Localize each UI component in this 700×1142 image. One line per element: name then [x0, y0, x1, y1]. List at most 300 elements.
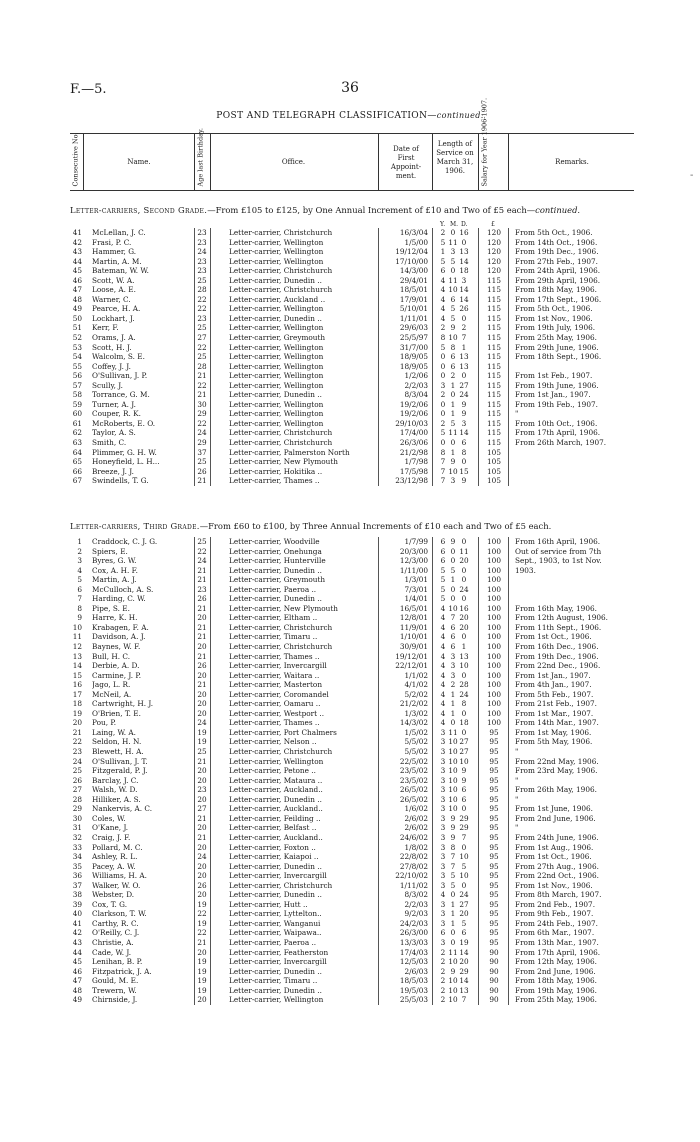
cell-service-days: 27	[459, 747, 469, 757]
cell-age: 23	[197, 237, 207, 247]
cell-salary: 115	[487, 333, 501, 343]
cell-service-years: 2	[440, 966, 446, 976]
cell-service-days: 0	[461, 537, 467, 546]
cell-office: Letter-carrier, Wellington	[229, 256, 324, 266]
column-rule	[378, 537, 379, 1005]
cell-name: Pou, P.	[92, 718, 117, 728]
cell-service-days: 7	[461, 333, 467, 343]
cell-age: 23	[197, 785, 207, 795]
table-row	[70, 804, 634, 814]
cell-remarks: From 19th Dec., 1906.	[515, 651, 599, 661]
cell-office: Letter-carrier, Waitara ..	[229, 670, 320, 680]
cell-consecutive-no: 40	[72, 909, 82, 919]
cell-service-days: 14	[459, 294, 469, 304]
cell-consecutive-no: 19	[72, 708, 82, 718]
cell-consecutive-no: 61	[72, 418, 82, 428]
cell-salary: 120	[487, 256, 501, 266]
cell-service-years: 2	[440, 985, 446, 995]
cell-age: 22	[197, 546, 207, 556]
cell-service-months: 5	[450, 418, 456, 428]
cell-salary: 115	[487, 323, 501, 333]
cell-consecutive-no: 38	[72, 890, 82, 900]
cell-consecutive-no: 43	[72, 937, 82, 947]
cell-remarks: From 25th May, 1906.	[515, 995, 597, 1005]
cell-service-years: 3	[440, 785, 446, 795]
cell-consecutive-no: 58	[72, 390, 82, 400]
cell-remarks: From 1st Nov., 1906.	[515, 880, 593, 890]
cell-date-appointed: 21/2/02	[399, 699, 428, 709]
cell-service-days: 5	[461, 918, 467, 928]
cell-service-days: 0	[461, 237, 467, 247]
cell-salary: 100	[487, 603, 501, 613]
header-date: Date of First Appoint-ment.	[390, 145, 422, 180]
cell-age: 20	[197, 995, 207, 1005]
cell-office: Letter-carrier, Invercargill	[229, 661, 327, 671]
cell-service-years: 8	[440, 333, 446, 343]
cell-date-appointed: 29/10/03	[395, 418, 428, 428]
cell-service-months: 10	[448, 466, 458, 476]
cell-consecutive-no: 21	[72, 727, 82, 737]
cell-office: Letter-carrier, Thames ..	[229, 651, 320, 661]
cell-service-years: 3	[440, 861, 446, 871]
table-row	[70, 419, 634, 429]
cell-date-appointed: 1/2/06	[404, 371, 428, 381]
cell-consecutive-no: 42	[72, 928, 82, 938]
cell-date-appointed: 19/2/06	[399, 399, 428, 409]
cell-consecutive-no: 4	[77, 565, 82, 575]
cell-service-years: 8	[440, 447, 446, 457]
cell-service-years: 3	[440, 380, 446, 390]
cell-remarks: From 23rd May, 1906.	[515, 766, 598, 776]
table-row	[70, 623, 634, 633]
cell-service-days: 20	[459, 957, 469, 967]
cell-age: 20	[197, 708, 207, 718]
cell-service-days: 20	[459, 909, 469, 919]
cell-consecutive-no: 63	[72, 438, 82, 448]
cell-office: Letter-carrier, Foxton ..	[229, 842, 316, 852]
cell-service-months: 1	[450, 399, 456, 409]
cell-salary: 115	[487, 371, 501, 381]
cell-salary: 95	[489, 890, 499, 900]
cell-remarks: From 16th Dec., 1906.	[515, 642, 599, 652]
cell-remarks: From 19th Dec., 1906.	[515, 247, 599, 257]
cell-salary: 100	[487, 661, 501, 671]
cell-salary: 100	[487, 556, 501, 566]
cell-name: Laing, W. A.	[92, 727, 136, 737]
cell-date-appointed: 2/6/03	[404, 966, 428, 976]
cell-salary: 95	[489, 804, 499, 814]
table-row	[70, 285, 634, 295]
cell-remarks: From 19th June, 1906.	[515, 380, 599, 390]
cell-salary: 95	[489, 756, 499, 766]
cell-remarks: From 13th Mar., 1907.	[515, 937, 599, 947]
cell-consecutive-no: 55	[72, 361, 82, 371]
cell-consecutive-no: 2	[77, 546, 82, 556]
cell-service-months: 0	[450, 390, 456, 400]
cell-remarks: 1903.	[515, 565, 536, 575]
cell-salary: 95	[489, 823, 499, 833]
cell-name: Nankervis, A. C.	[92, 804, 153, 814]
cell-date-appointed: 22/5/02	[399, 756, 428, 766]
header-remarks: Remarks.	[555, 158, 589, 166]
cell-service-months: 1	[450, 699, 456, 709]
cell-age: 21	[197, 622, 207, 632]
cell-service-months: 11	[448, 428, 458, 438]
cell-age: 19	[197, 737, 207, 747]
cell-remarks: From 10th Oct., 1906.	[515, 418, 598, 428]
cell-service-months: 0	[450, 594, 456, 604]
table-row	[70, 680, 634, 690]
cell-age: 19	[197, 976, 207, 986]
cell-consecutive-no: 47	[72, 976, 82, 986]
cell-remarks: From 2nd June, 1906.	[515, 966, 596, 976]
cell-office: Letter-carrier, Wellington	[229, 323, 324, 333]
cell-office: Letter-carrier, Hunterville	[229, 556, 326, 566]
cell-consecutive-no: 24	[72, 756, 82, 766]
cell-office: Letter-carrier, New Plymouth	[229, 603, 338, 613]
cell-service-years: 2	[440, 957, 446, 967]
table-row	[70, 967, 634, 977]
cell-date-appointed: 1/4/01	[404, 594, 428, 604]
cell-service-years: 0	[440, 361, 446, 371]
cell-date-appointed: 25/5/97	[399, 333, 428, 343]
cell-salary: 90	[489, 947, 499, 957]
cell-age: 21	[197, 680, 207, 690]
cell-name: McCulloch, A. S.	[92, 584, 154, 594]
table-row	[70, 266, 634, 276]
cell-office: Letter-carrier, Invercargill	[229, 957, 327, 967]
cell-remarks: Out of service from 7th	[515, 546, 602, 556]
cell-service-years: 2	[440, 995, 446, 1005]
cell-service-days: 18	[459, 718, 469, 728]
cell-age: 28	[197, 361, 207, 371]
cell-consecutive-no: 31	[72, 823, 82, 833]
cell-service-days: 6	[461, 794, 467, 804]
cell-office: Letter-carrier, Christchurch	[229, 228, 333, 237]
cell-date-appointed: 5/5/02	[404, 747, 428, 757]
cell-remarks: From 18th May, 1906.	[515, 285, 597, 295]
column-rule	[432, 228, 433, 486]
cell-name: Fitzgerald, P. J.	[92, 766, 148, 776]
table-row	[70, 448, 634, 458]
cell-salary: 115	[487, 399, 501, 409]
column-rule	[210, 228, 211, 486]
cell-date-appointed: 13/3/03	[399, 937, 428, 947]
table-row	[70, 632, 634, 642]
cell-office: Letter-carrier, Dunedin ..	[229, 985, 322, 995]
cell-salary: 100	[487, 699, 501, 709]
cell-name: Byres, G. W.	[92, 556, 137, 566]
cell-consecutive-no: 45	[72, 266, 82, 276]
cell-service-months: 10	[448, 333, 458, 343]
cell-name: Pipe, S. E.	[92, 603, 130, 613]
cell-service-months: 10	[448, 737, 458, 747]
header-consecutive-no: Consecutive No.	[71, 132, 80, 187]
cell-date-appointed: 31/7/00	[399, 342, 428, 352]
table-row	[70, 556, 634, 566]
cell-service-months: 10	[448, 794, 458, 804]
cell-age: 20	[197, 775, 207, 785]
cell-remarks: From 1st Aug., 1906.	[515, 842, 594, 852]
cell-consecutive-no: 29	[72, 804, 82, 814]
cell-service-months: 0	[450, 438, 456, 448]
cell-name: Hilliker, A. S.	[92, 794, 141, 804]
cell-service-days: 20	[459, 613, 469, 623]
table-row	[70, 333, 634, 343]
cell-service-years: 3	[440, 832, 446, 842]
column-rule	[508, 228, 509, 486]
cell-consecutive-no: 42	[72, 237, 82, 247]
cell-salary: 100	[487, 718, 501, 728]
cell-service-months: 10	[448, 976, 458, 986]
cell-date-appointed: 1/3/02	[404, 708, 428, 718]
cell-consecutive-no: 15	[72, 670, 82, 680]
cell-remarks: From 21st Feb., 1907.	[515, 699, 597, 709]
cell-service-years: 3	[440, 794, 446, 804]
cell-service-months: 3	[450, 476, 456, 486]
cell-remarks: From 27th Aug., 1906.	[515, 861, 599, 871]
column-rule	[378, 228, 379, 486]
cell-salary: 115	[487, 285, 501, 295]
table-row	[70, 537, 634, 547]
cell-service-years: 4	[440, 275, 446, 285]
cell-service-years: 0	[440, 438, 446, 448]
cell-age: 21	[197, 832, 207, 842]
cell-service-days: 28	[459, 680, 469, 690]
cell-age: 25	[197, 275, 207, 285]
cell-salary: 115	[487, 304, 501, 314]
cell-date-appointed: 26/3/06	[399, 438, 428, 448]
table-row	[70, 575, 634, 585]
cell-service-months: 10	[448, 766, 458, 776]
cell-service-years: 2	[440, 390, 446, 400]
cell-service-years: 2	[440, 418, 446, 428]
cell-salary: 95	[489, 785, 499, 795]
cell-service-months: 8	[450, 842, 456, 852]
cell-service-months: 0	[450, 228, 456, 237]
cell-service-months: 0	[450, 928, 456, 938]
cell-salary: 100	[487, 613, 501, 623]
cell-salary: 95	[489, 842, 499, 852]
cell-office: Letter-carrier, Featherston	[229, 947, 329, 957]
cell-service-months: 0	[450, 266, 456, 276]
cell-remarks: "	[515, 794, 519, 804]
cell-remarks: From 6th Mar., 1907.	[515, 928, 595, 938]
cell-remarks: "	[515, 823, 519, 833]
cell-remarks: From 17th Sept., 1906.	[515, 294, 602, 304]
cell-date-appointed: 19/2/06	[399, 409, 428, 419]
cell-consecutive-no: 67	[72, 476, 82, 486]
cell-name: Christie, A.	[92, 937, 134, 947]
cell-age: 21	[197, 371, 207, 381]
table-row	[70, 457, 634, 467]
table-row	[70, 823, 634, 833]
cell-service-days: 10	[459, 871, 469, 881]
cell-service-years: 4	[440, 603, 446, 613]
cell-date-appointed: 12/3/00	[399, 556, 428, 566]
header-office: Office.	[281, 158, 306, 166]
cell-service-years: 3	[440, 852, 446, 862]
cell-salary: 95	[489, 813, 499, 823]
cell-service-years: 3	[440, 727, 446, 737]
cell-service-years: 4	[440, 622, 446, 632]
cell-service-months: 1	[450, 575, 456, 585]
cell-service-months: 1	[450, 409, 456, 419]
cell-service-years: 3	[440, 823, 446, 833]
cell-office: Letter-carrier, New Plymouth	[229, 457, 338, 467]
cell-service-days: 16	[459, 603, 469, 613]
table-row	[70, 642, 634, 652]
cell-office: Letter-carrier, Kaiapoi ..	[229, 852, 319, 862]
section-grade-terms: —From £60 to £100, by Three Annual Increments of £10 each and Two of £5 each.	[199, 521, 552, 531]
column-rule	[478, 537, 479, 1005]
cell-office: Letter-carrier, Masterton	[229, 680, 323, 690]
cell-date-appointed: 17/4/00	[399, 428, 428, 438]
table-row	[70, 843, 634, 853]
cell-name: Honeyfield, L. H...	[92, 457, 160, 467]
cell-age: 21	[197, 565, 207, 575]
cell-service-days: 9	[461, 409, 467, 419]
cell-date-appointed: 18/9/05	[399, 352, 428, 362]
cell-consecutive-no: 17	[72, 689, 82, 699]
cell-date-appointed: 4/1/02	[404, 680, 428, 690]
cell-service-days: 6	[461, 928, 467, 938]
cell-remarks: From 29th April, 1906.	[515, 275, 601, 285]
cell-name: Loose, A. E.	[92, 285, 136, 295]
cell-name: Coffey, J. J.	[92, 361, 131, 371]
cell-service-months: 9	[450, 537, 456, 546]
cell-consecutive-no: 54	[72, 352, 82, 362]
cell-remarks: From 14th Oct., 1906.	[515, 237, 598, 247]
table-row	[70, 652, 634, 662]
cell-service-years: 0	[440, 352, 446, 362]
cell-salary: 100	[487, 632, 501, 642]
cell-remarks: From 24th Feb., 1907.	[515, 918, 598, 928]
section-grade-terms: —From £105 to £125, by One Annual Increment of £10 and Two of £5 each—	[207, 205, 536, 215]
table-row	[70, 757, 634, 767]
cell-service-months: 10	[448, 775, 458, 785]
cell-date-appointed: 16/3/04	[399, 228, 428, 237]
cell-name: Carthy, R. C.	[92, 918, 139, 928]
table-row	[70, 409, 634, 419]
cell-name: O'Kane, J.	[92, 823, 129, 833]
cell-service-months: 6	[450, 632, 456, 642]
cell-date-appointed: 30/9/01	[399, 642, 428, 652]
cell-service-years: 5	[440, 584, 446, 594]
cell-age: 23	[197, 584, 207, 594]
cell-office: Letter-carrier, Woodville	[229, 537, 320, 546]
cell-remarks: From 5th Feb., 1907.	[515, 689, 594, 699]
cell-service-years: 3	[440, 880, 446, 890]
cell-service-days: 9	[461, 775, 467, 785]
cell-service-years: 7	[440, 476, 446, 486]
cell-office: Letter-carrier, Wellington	[229, 247, 324, 257]
cell-age: 26	[197, 880, 207, 890]
cell-service-months: 1	[450, 447, 456, 457]
cell-age: 21	[197, 603, 207, 613]
table-row	[70, 585, 634, 595]
column-rule	[478, 228, 479, 486]
cell-name: Orams, J. A.	[92, 333, 136, 343]
table-row	[70, 547, 634, 557]
cell-consecutive-no: 8	[77, 603, 82, 613]
cell-name: O'Sullivan, J. T.	[92, 756, 148, 766]
cell-service-months: 2	[450, 371, 456, 381]
cell-date-appointed: 7/3/01	[404, 584, 428, 594]
cell-salary: 100	[487, 651, 501, 661]
cell-office: Letter-carrier, Nelson ..	[229, 737, 317, 747]
cell-office: Letter-carrier, Christchurch	[229, 438, 333, 448]
cell-service-days: 1	[461, 642, 467, 652]
cell-office: Letter-carrier, Timaru ..	[229, 632, 318, 642]
cell-consecutive-no: 48	[72, 294, 82, 304]
cell-service-days: 0	[461, 575, 467, 585]
cell-service-months: 10	[448, 747, 458, 757]
cell-date-appointed: 24/2/03	[399, 918, 428, 928]
cell-date-appointed: 29/6/03	[399, 323, 428, 333]
cell-consecutive-no: 52	[72, 333, 82, 343]
cell-salary: 115	[487, 313, 501, 323]
table-row	[70, 871, 634, 881]
cell-name: Breeze, J. J.	[92, 466, 134, 476]
cell-consecutive-no: 16	[72, 680, 82, 690]
cell-age: 25	[197, 352, 207, 362]
cell-date-appointed: 1/8/02	[404, 842, 428, 852]
cell-age: 23	[197, 313, 207, 323]
cell-consecutive-no: 46	[72, 966, 82, 976]
cell-name: Walker, W. O.	[92, 880, 141, 890]
cell-salary: 115	[487, 275, 501, 285]
cell-date-appointed: 1/11/02	[399, 880, 428, 890]
cell-salary: 115	[487, 352, 501, 362]
cell-office: Letter-carrier, Greymouth	[229, 333, 326, 343]
cell-age: 28	[197, 285, 207, 295]
section-title-third-grade	[70, 521, 634, 531]
cell-salary: 115	[487, 409, 501, 419]
cell-office: Letter-carrier, Wellington	[229, 237, 324, 247]
cell-consecutive-no: 44	[72, 947, 82, 957]
cell-office: Letter-carrier, Wellington	[229, 418, 324, 428]
cell-age: 22	[197, 380, 207, 390]
cell-service-months: 1	[450, 918, 456, 928]
cell-date-appointed: 8/3/02	[404, 890, 428, 900]
cell-name: Walsh, W. D.	[92, 785, 138, 795]
cell-office: Letter-carrier, Petone ..	[229, 766, 316, 776]
cell-remarks: From 8th March, 1907.	[515, 890, 602, 900]
cell-age: 20	[197, 699, 207, 709]
cell-age: 37	[197, 447, 207, 457]
cell-salary: 95	[489, 928, 499, 938]
cell-age: 24	[197, 852, 207, 862]
table-row	[70, 890, 634, 900]
cell-service-months: 10	[448, 785, 458, 795]
cell-date-appointed: 20/3/00	[399, 546, 428, 556]
cell-remarks: From 17th April, 1906.	[515, 428, 601, 438]
cell-service-months: 11	[448, 275, 458, 285]
cell-service-days: 0	[461, 632, 467, 642]
cell-service-days: 16	[459, 228, 469, 237]
cell-age: 24	[197, 247, 207, 257]
cell-date-appointed: 1/3/01	[404, 575, 428, 585]
cell-consecutive-no: 28	[72, 794, 82, 804]
cell-consecutive-no: 46	[72, 275, 82, 285]
cell-salary: 105	[487, 476, 501, 486]
cell-consecutive-no: 1	[77, 537, 82, 546]
cell-consecutive-no: 50	[72, 313, 82, 323]
cell-office: Letter-carrier, Hutt ..	[229, 899, 308, 909]
page-heading	[0, 111, 700, 121]
table-row	[70, 476, 634, 486]
